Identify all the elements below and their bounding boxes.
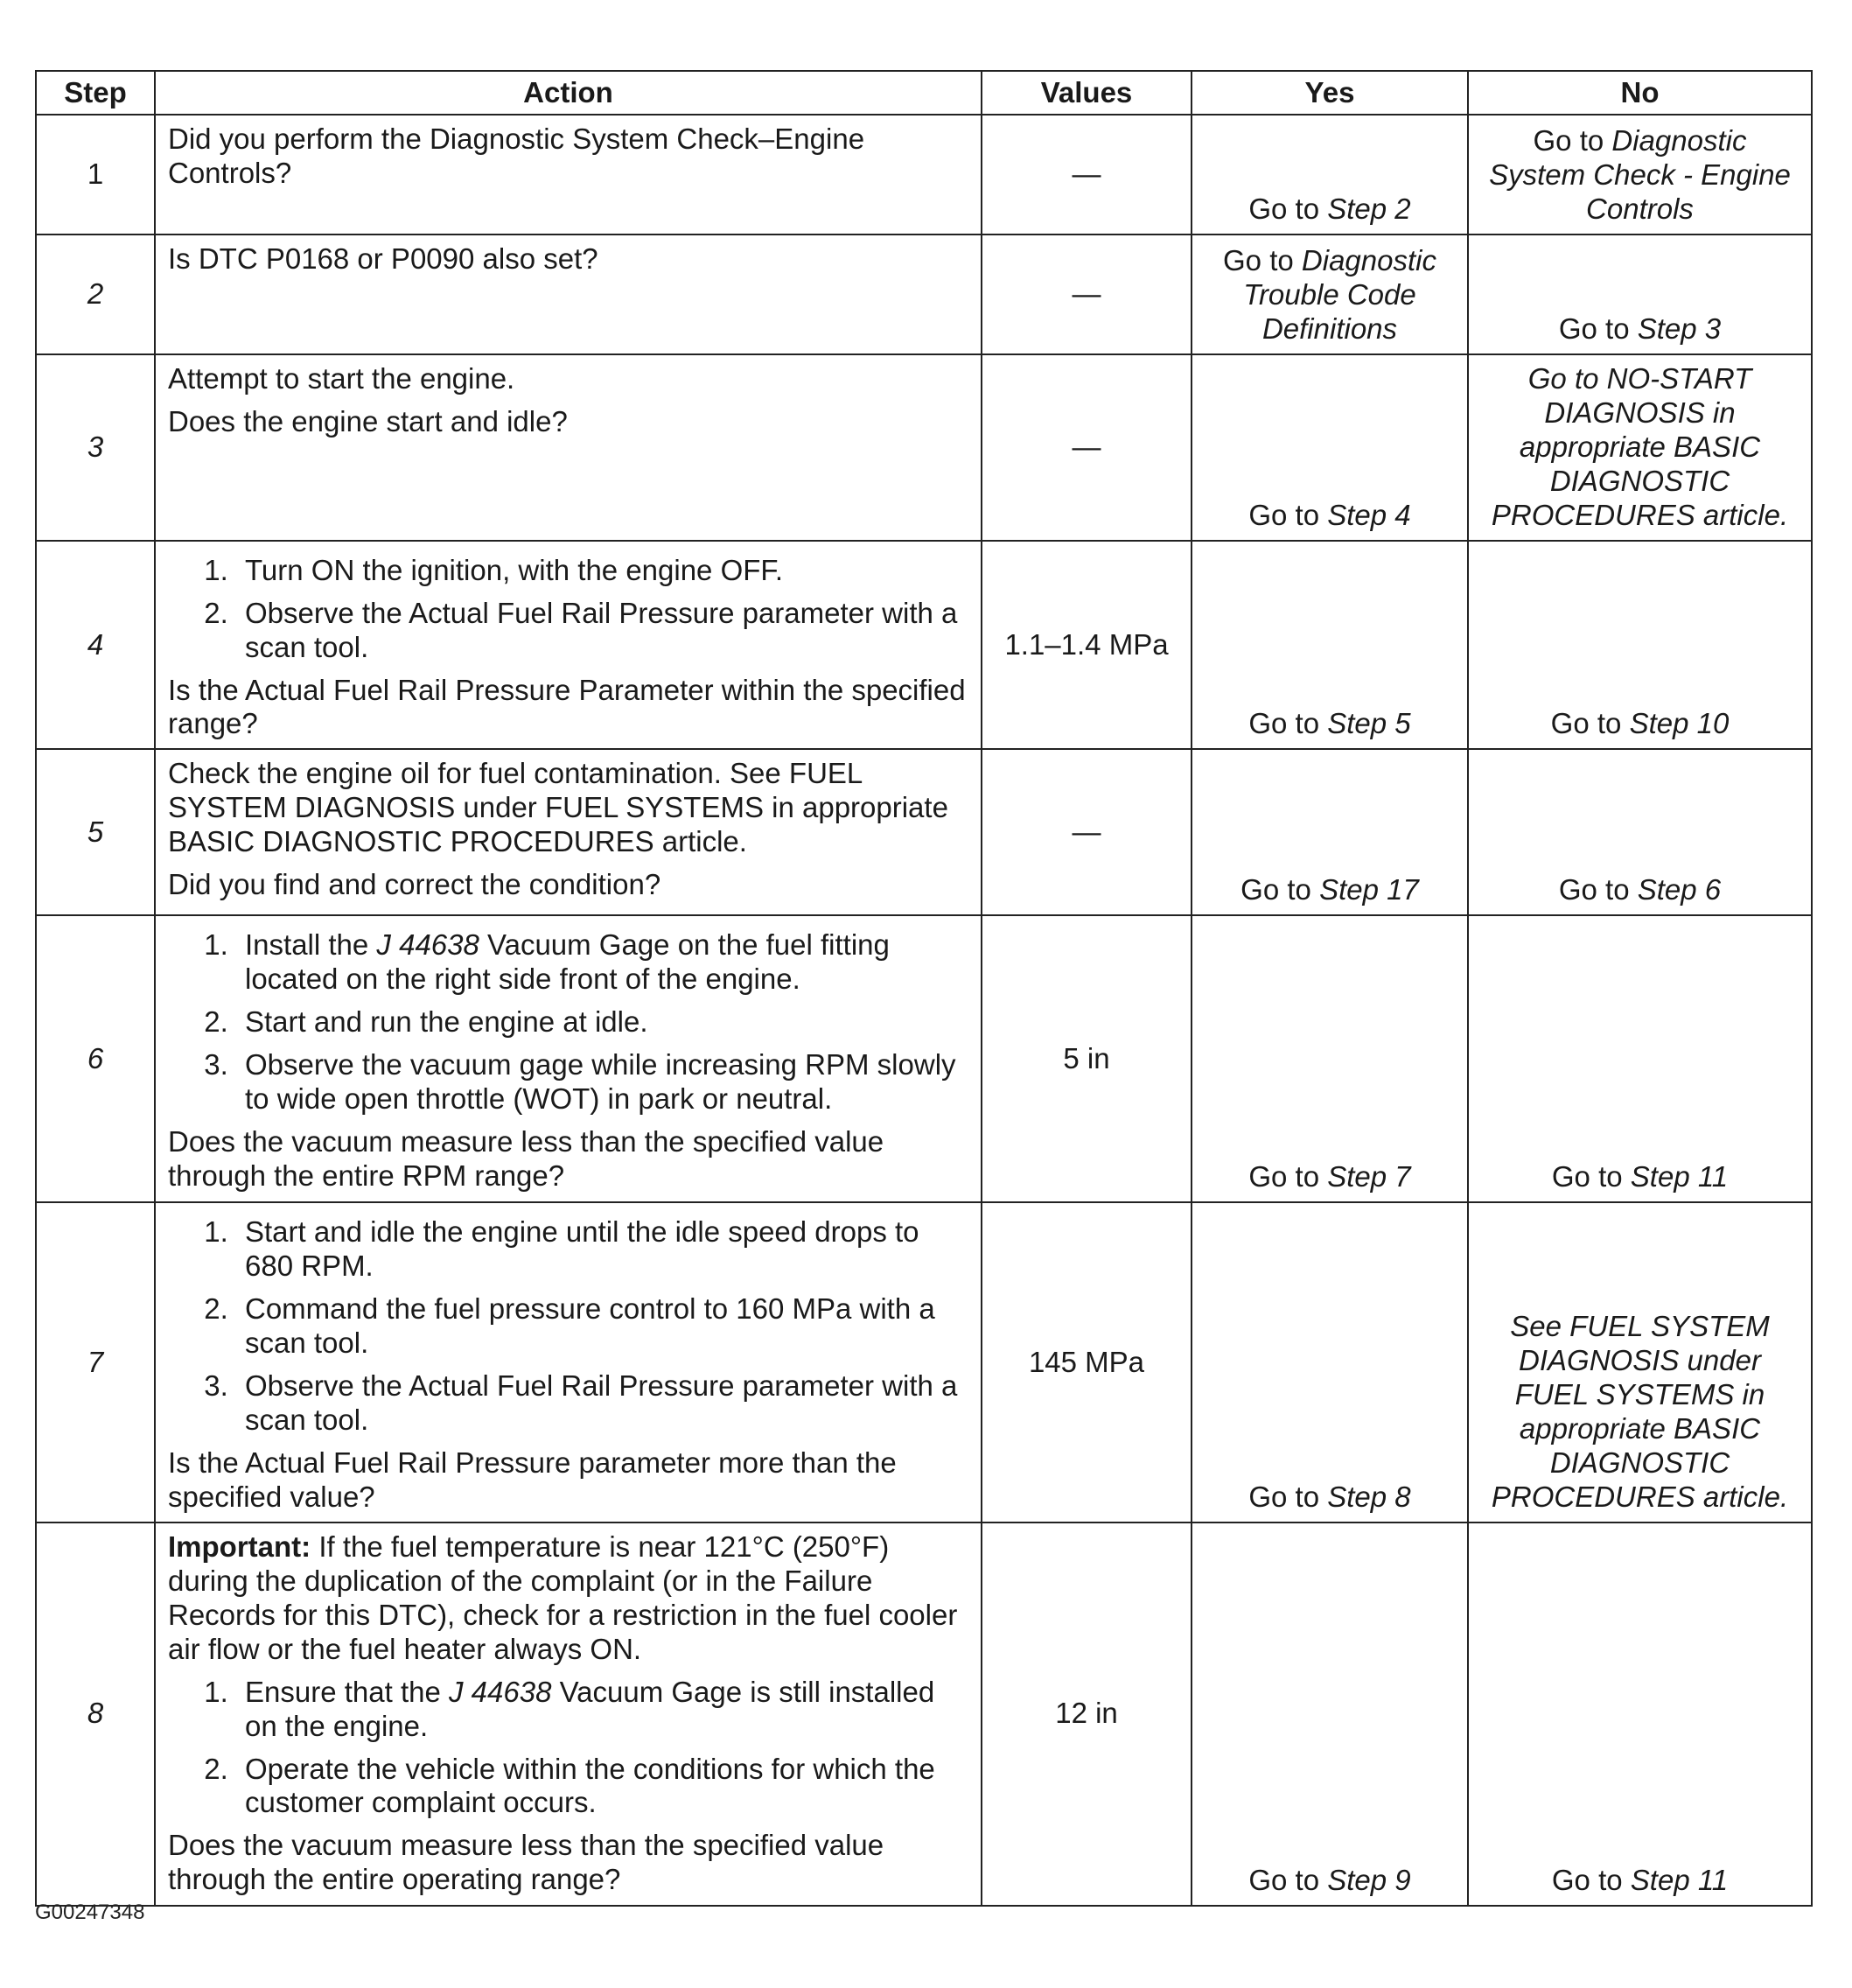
action-step-text: Vacuum Gage on the fuel fitting located on the right side front of the engine. bbox=[245, 928, 890, 996]
action-question: Did you find and correct the condition? bbox=[168, 868, 661, 901]
action-cell bbox=[155, 234, 982, 354]
yes-cell bbox=[1192, 354, 1468, 541]
yes-prefix: Go to bbox=[1248, 1480, 1320, 1513]
no-cell bbox=[1468, 749, 1812, 915]
action-step bbox=[236, 1676, 968, 1744]
table-row bbox=[36, 115, 1812, 234]
table-row bbox=[36, 915, 1812, 1202]
action-text: Attempt to start the engine. bbox=[168, 362, 515, 395]
important-text: If the fuel temperature is near 121°C (250°F) during the duplication of the complaint (or in the Failure Records for this DTC), check for a restriction in the fuel cooler air flow or the fuel heater always ON. bbox=[168, 1530, 958, 1665]
no-cell bbox=[1468, 541, 1812, 750]
no-target: Step 10 bbox=[1629, 707, 1730, 740]
no-cell bbox=[1468, 234, 1812, 354]
action-step-text: Vacuum Gage is still installed on the engine. bbox=[245, 1675, 935, 1742]
tool-number: J 44638 bbox=[376, 928, 479, 962]
value-cell: 12 in bbox=[982, 1522, 1192, 1906]
yes-target: Step 17 bbox=[1319, 873, 1419, 906]
action-text: Check the engine oil for fuel contamination. See FUEL SYSTEM DIAGNOSIS under FUEL SYSTEMS in appropriate BASIC DIAGNOSTIC PROCEDURES article. bbox=[168, 757, 948, 858]
no-prefix: Go to bbox=[1551, 1160, 1623, 1194]
table-row bbox=[36, 1522, 1812, 1906]
tool-number: J 44638 bbox=[449, 1675, 552, 1708]
yes-cell bbox=[1192, 749, 1468, 915]
yes-target: Step 7 bbox=[1327, 1160, 1411, 1194]
yes-prefix: Go to bbox=[1248, 1863, 1320, 1896]
action-cell bbox=[155, 541, 982, 750]
yes-target: Step 8 bbox=[1327, 1480, 1411, 1513]
step-number: 1 bbox=[36, 115, 155, 234]
yes-prefix: Go to bbox=[1223, 244, 1294, 277]
important-note bbox=[168, 1530, 968, 1667]
yes-prefix: Go to bbox=[1248, 498, 1320, 531]
action-cell bbox=[155, 1202, 982, 1522]
table-row bbox=[36, 354, 1812, 541]
no-cell: Go to NO-START DIAGNOSIS in appropriate BASIC DIAGNOSTIC PROCEDURES article. bbox=[1468, 354, 1812, 541]
action-step: 3. Observe the vacuum gage while increasing RPM slowly to wide open throttle (WOT) in park or neutral. bbox=[236, 1048, 968, 1116]
yes-target: Step 4 bbox=[1327, 498, 1411, 531]
important-label: Important: bbox=[168, 1530, 311, 1563]
action-steps bbox=[168, 1676, 968, 1821]
yes-prefix: Go to bbox=[1248, 707, 1320, 740]
table-row bbox=[36, 234, 1812, 354]
action-step: 1. Turn ON the ignition, with the engine OFF. bbox=[236, 554, 968, 588]
yes-target: Step 9 bbox=[1327, 1863, 1411, 1896]
action-step: 2. Start and run the engine at idle. bbox=[236, 1005, 968, 1040]
table-row bbox=[36, 749, 1812, 915]
action-question: Does the engine start and idle? bbox=[168, 404, 568, 438]
no-target: Diagnostic System Check - Engine Controls bbox=[1489, 124, 1791, 226]
no-cell bbox=[1468, 915, 1812, 1202]
yes-prefix: Go to bbox=[1240, 873, 1311, 906]
yes-target: Diagnostic Trouble Code Definitions bbox=[1243, 244, 1436, 346]
step-number: 5 bbox=[36, 749, 155, 915]
yes-cell bbox=[1192, 1522, 1468, 1906]
action-question: Is the Actual Fuel Rail Pressure Parameter within the specified range? bbox=[168, 673, 966, 740]
yes-cell bbox=[1192, 115, 1468, 234]
header-row bbox=[36, 71, 1812, 115]
step-number: 8 bbox=[36, 1522, 155, 1906]
no-prefix: Go to bbox=[1550, 707, 1622, 740]
action-step: 3. Observe the Actual Fuel Rail Pressure parameter with a scan tool. bbox=[236, 1369, 968, 1438]
no-cell bbox=[1468, 115, 1812, 234]
no-target: Step 3 bbox=[1637, 312, 1722, 346]
action-steps bbox=[168, 928, 968, 1116]
value-cell: — bbox=[982, 115, 1192, 234]
step-number: 4 bbox=[36, 541, 155, 750]
table-row bbox=[36, 541, 1812, 750]
no-prefix: Go to bbox=[1533, 124, 1604, 158]
step-number: 6 bbox=[36, 915, 155, 1202]
action-step-text: Ensure that the bbox=[245, 1675, 441, 1708]
no-target: Step 11 bbox=[1630, 1160, 1729, 1194]
action-step: 2. Observe the Actual Fuel Rail Pressure parameter with a scan tool. bbox=[236, 597, 968, 665]
yes-cell bbox=[1192, 234, 1468, 354]
action-step: 2. Command the fuel pressure control to 160 MPa with a scan tool. bbox=[236, 1292, 968, 1361]
action-cell bbox=[155, 915, 982, 1202]
yes-cell bbox=[1192, 541, 1468, 750]
action-text: Did you perform the Diagnostic System Check–Engine Controls? bbox=[168, 122, 865, 189]
no-prefix: Go to bbox=[1551, 1863, 1623, 1896]
action-cell bbox=[155, 749, 982, 915]
value-cell: 5 in bbox=[982, 915, 1192, 1202]
action-cell bbox=[155, 354, 982, 541]
yes-cell bbox=[1192, 915, 1468, 1202]
value-cell: 145 MPa bbox=[982, 1202, 1192, 1522]
header-step: Step bbox=[36, 71, 155, 115]
no-prefix: Go to bbox=[1558, 312, 1630, 346]
no-prefix: Go to bbox=[1558, 873, 1630, 906]
action-steps bbox=[168, 554, 968, 665]
header-action: Action bbox=[155, 71, 982, 115]
yes-cell bbox=[1192, 1202, 1468, 1522]
action-cell bbox=[155, 1522, 982, 1906]
action-step: 1. Start and idle the engine until the idle speed drops to 680 RPM. bbox=[236, 1215, 968, 1284]
yes-prefix: Go to bbox=[1248, 1160, 1320, 1194]
step-number: 3 bbox=[36, 354, 155, 541]
action-step bbox=[236, 928, 968, 997]
yes-target: Step 5 bbox=[1327, 707, 1411, 740]
value-cell: 1.1–1.4 MPa bbox=[982, 541, 1192, 750]
no-cell: See FUEL SYSTEM DIAGNOSIS under FUEL SYSTEMS in appropriate BASIC DIAGNOSTIC PROCEDURES article. bbox=[1468, 1202, 1812, 1522]
no-target: Step 11 bbox=[1630, 1863, 1729, 1896]
action-step-text: Install the bbox=[245, 928, 369, 962]
yes-prefix: Go to bbox=[1248, 192, 1320, 226]
value-cell: — bbox=[982, 354, 1192, 541]
action-question: Does the vacuum measure less than the specified value through the entire RPM range? bbox=[168, 1125, 884, 1192]
table-row bbox=[36, 1202, 1812, 1522]
step-number: 2 bbox=[36, 234, 155, 354]
header-no: No bbox=[1468, 71, 1812, 115]
header-values: Values bbox=[982, 71, 1192, 115]
yes-target: Step 2 bbox=[1327, 192, 1411, 226]
action-steps bbox=[168, 1215, 968, 1438]
action-question: Does the vacuum measure less than the specified value through the entire operating range? bbox=[168, 1829, 884, 1896]
value-cell: — bbox=[982, 234, 1192, 354]
no-target: Step 6 bbox=[1637, 873, 1722, 906]
step-number: 7 bbox=[36, 1202, 155, 1522]
no-cell bbox=[1468, 1522, 1812, 1906]
value-cell: — bbox=[982, 749, 1192, 915]
action-text: Is DTC P0168 or P0090 also set? bbox=[168, 242, 598, 275]
figure-id: G00247348 bbox=[35, 1900, 145, 1924]
action-cell bbox=[155, 115, 982, 234]
action-step: 2. Operate the vehicle within the conditions for which the customer complaint occurs. bbox=[236, 1753, 968, 1821]
action-question: Is the Actual Fuel Rail Pressure parameter more than the specified value? bbox=[168, 1446, 897, 1513]
diagnostic-table bbox=[35, 70, 1813, 1907]
header-yes: Yes bbox=[1192, 71, 1468, 115]
